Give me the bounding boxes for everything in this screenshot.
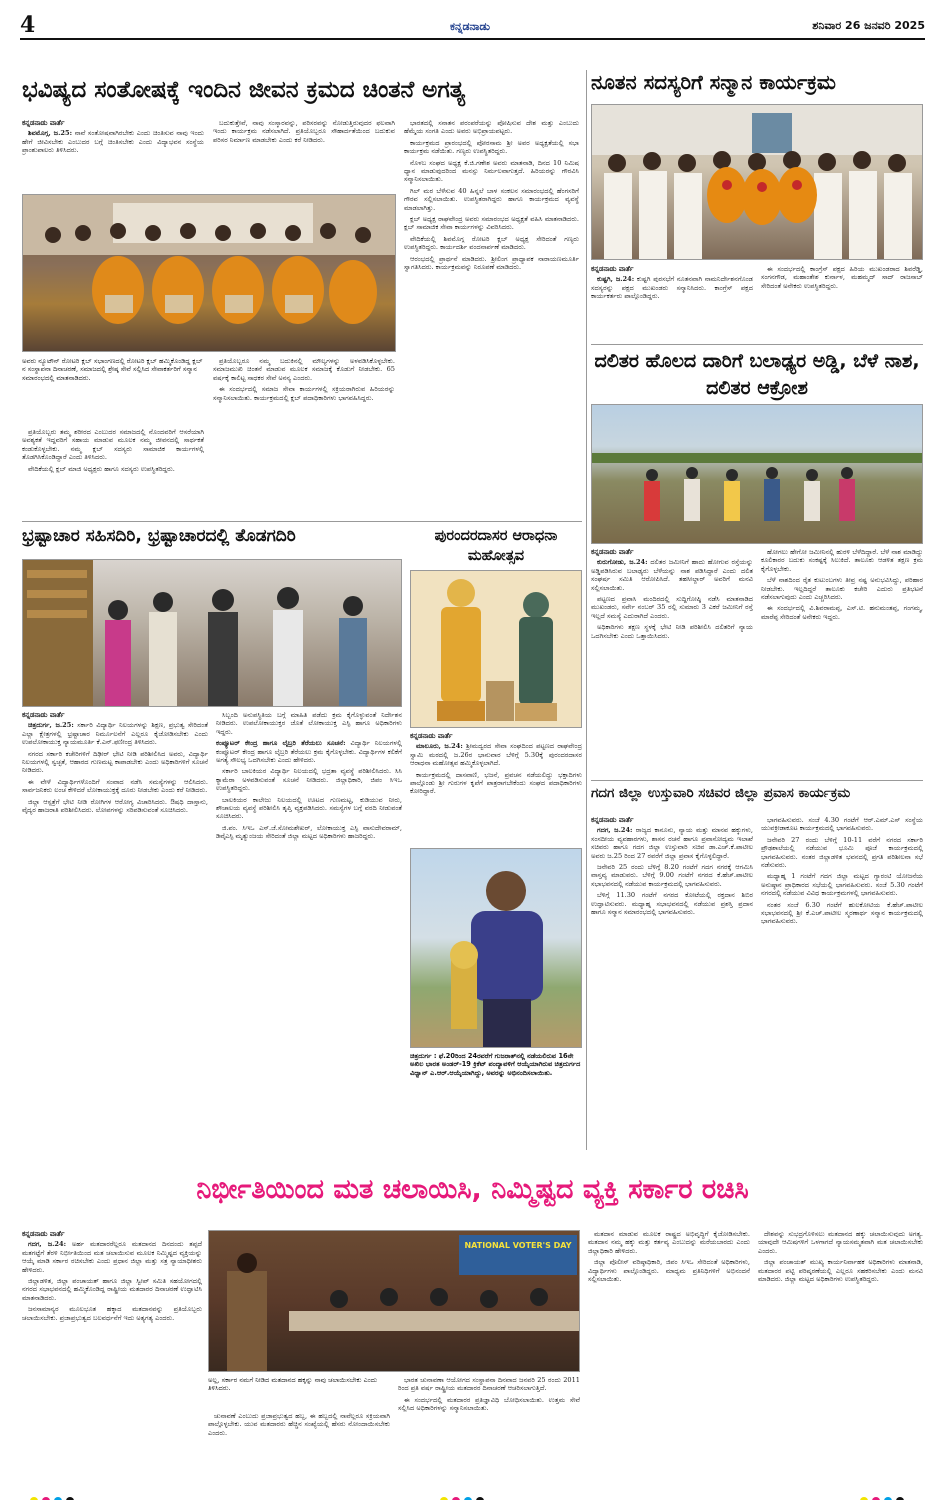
article1-col3 bbox=[404, 119, 579, 519]
article5-photo bbox=[410, 570, 582, 728]
article2-dateline: ಕುಷ್ಟಗಿ, ಜ.24: bbox=[597, 275, 635, 284]
article1-headline: ಭವಿಷ್ಯದ ಸಂತೋಷಕ್ಕೆ ಇಂದಿನ ಜೀವನ ಕ್ರಮದ ಚಿಂತನೆ ಅಗತ್ಯ bbox=[22, 78, 466, 103]
article3-col2 bbox=[761, 548, 923, 778]
article4-col2-text: ಸಿಬ್ಬಂದಿ ಅನುಪಸ್ಥಿತಿಯ ಬಗ್ಗೆ ಮಾಹಿತಿ ಪಡೆದು ಕ್ರಮ ಕೈಗೊಳ್ಳುವಂತೆ ನಿರ್ದೇಶನ ನೀಡಿದರು. ಉಪಲೋಕಾಯುಕ್ತರ ಜೊತೆ ಲೋಕಾಯುಕ್ತ ಎಸ್ಪಿ ಹಾಗೂ ಅಧಿಕಾರಿಗಳು ಇದ್ದರು. bbox=[216, 711, 402, 736]
article1-photo bbox=[22, 194, 396, 352]
article3-photo bbox=[591, 404, 923, 544]
article4-byline: ಕನ್ನಡನಾಡು ವಾರ್ತೆ bbox=[22, 711, 65, 719]
article5-col1b-text: ಕಾರ್ಯಕ್ರಮದಲ್ಲಿ ದಾಸವಾಣಿ, ಭಜನೆ, ಪ್ರವಚನ ನಡೆಯಲಿದ್ದು ಭಕ್ತಾದಿಗಳು ಪಾಲ್ಗೊಂಡು ಶ್ರೀ ಗುರುಗಳ ಕೃಪೆಗೆ ಪಾತ್ರರಾಗಬೇಕೆಂದು ಸಂಘದ ಪದಾಧಿಕಾರಿಗಳು ಕೋರಿದ್ದಾರೆ. bbox=[410, 770, 582, 796]
article3-col2b-text: ಬೆಳೆ ನಾಶದಿಂದ ರೈತ ಕುಟುಂಬಗಳು ತೀವ್ರ ನಷ್ಟ ಅನುಭವಿಸಿದ್ದು, ಪರಿಹಾರ ನೀಡಬೇಕು. ಇಲ್ಲದಿದ್ದರೆ ತಾಲೂಕು ಕಚೇರಿ ಎದುರು ಪ್ರತಿಭಟನೆ ನಡೆಸಲಾಗುವುದು ಎಂದು ಎಚ್ಚರಿಸಿದರು. bbox=[761, 576, 923, 602]
article1-col1 bbox=[22, 119, 204, 191]
article7-byline: ಕನ್ನಡನಾಡು ವಾರ್ತೆ bbox=[22, 1230, 65, 1238]
article2-col2 bbox=[761, 265, 923, 343]
article3-byline: ಕನ್ನಡನಾಡು ವಾರ್ತೆ bbox=[591, 548, 634, 556]
article3-headline: ದಲಿತರ ಹೊಲದ ದಾರಿಗೆ ಬಲಾಢ್ಯರ ಅಡ್ಡಿ, ಬೆಳೆ ನಾಶ, ದಲಿತರ ಆಕ್ರೋಶ bbox=[594, 350, 920, 399]
article7-photo bbox=[208, 1230, 580, 1372]
article5-dateline: ಮಾಲೂರು, ಜ.24: bbox=[416, 742, 463, 751]
article7-col1b-text: ಜಿಲ್ಲಾಡಳಿತ, ಜಿಲ್ಲಾ ಪಂಚಾಯತ್ ಹಾಗೂ ಜಿಲ್ಲಾ ಸ್ವೀಪ್ ಸಮಿತಿ ಸಹಯೋಗದಲ್ಲಿ ನಗರದ ಸಭಾಭವನದಲ್ಲಿ ಹಮ್ಮಿಕೊಂಡಿದ್ದ ರಾಷ್ಟ್ರೀಯ ಮತದಾರರ ದಿನಾಚರಣೆ ಉದ್ಘಾಟಿಸಿ ಮಾತನಾಡಿದರು. bbox=[22, 1277, 202, 1302]
page-number: 4 bbox=[20, 14, 36, 38]
article7-col5b-text: ಜಿಲ್ಲಾ ಪಂಚಾಯತ್ ಮುಖ್ಯ ಕಾರ್ಯನಿರ್ವಾಹಕ ಅಧಿಕಾರಿಗಳು ಮಾತನಾಡಿ, ಮತದಾರರ ಪಟ್ಟಿ ಪರಿಷ್ಕರಣೆಯಲ್ಲಿ ಎಲ್ಲರೂ ಸಹಕರಿಸಬೇಕು ಎಂದು ಮನವಿ ಮಾಡಿದರು. ಜಿಲ್ಲಾ ಮಟ್ಟದ ಅಧಿಕಾರಿಗಳು ಉಪಸ್ಥಿತರಿದ್ದರು. bbox=[758, 1258, 923, 1284]
article7-col4-text: ಮತದಾನ ಮಾಡುವ ಮೂಲಕ ರಾಷ್ಟ್ರದ ಅಭಿವೃದ್ಧಿಗೆ ಕೈಜೋಡಿಸಬೇಕು. ಮತದಾನ ನಮ್ಮ ಹಕ್ಕು ಮತ್ತು ಕರ್ತವ್ಯ ಎಂಬುದನ್ನು ಮರೆಯಬಾರದು ಎಂದು ಜಿಲ್ಲಾಧಿಕಾರಿ ಹೇಳಿದರು. bbox=[588, 1230, 750, 1255]
officials-photo-art bbox=[23, 560, 402, 707]
article6-col2b-text: ಜನೇವರಿ 27 ರಂದು ಬೆಳಿಗ್ಗೆ 10-11 ವರೆಗೆ ನಗರದ ಸರ್ಕಾರಿ ಪ್ರೌಢಶಾಲೆಯಲ್ಲಿ ನಡೆಯುವ ಭೂಮಿ ಪೂಜೆ ಕಾರ್ಯಕ್ರಮದಲ್ಲಿ ಭಾಗವಹಿಸುವರು. ನಂತರ ಜಿಲ್ಲಾಡಳಿತ ಭವನದಲ್ಲಿ ಪ್ರಗತಿ ಪರಿಶೀಲನಾ ಸಭೆ ನಡೆಸುವರು. bbox=[761, 835, 923, 870]
article2-col1 bbox=[591, 265, 753, 343]
article7-col2 bbox=[208, 1412, 390, 1482]
article3-col2c-text: ಈ ಸಂದರ್ಭದಲ್ಲಿ ವಿ.ಶಿವರಾಮಪ್ಪ, ಎಸ್.ಟಿ. ಹನುಮಂತಪ್ಪ, ಗಂಗಮ್ಮ, ಮಾರೆಪ್ಪ ಸೇರಿದಂತೆ ಅನೇಕರು ಇದ್ದರು. bbox=[761, 604, 923, 621]
article5-byline: ಕನ್ನಡನಾಡು ವಾರ್ತೆ bbox=[410, 732, 453, 740]
article7-col5-text: ದೇಶವನ್ನು ಸುಭದ್ರಗೊಳಿಸಲು ಮತದಾನದ ಹಕ್ಕು ಚಲಾಯಿಸುವುದು ಅಗತ್ಯ. ಯಾವುದೇ ಆಮಿಷಗಳಿಗೆ ಒಳಗಾಗದೆ ನ್ಯಾಯಸಮ್ಮತವಾಗಿ ಮತ ಚಲಾಯಿಸಬೇಕು ಎಂದರು. bbox=[758, 1230, 923, 1255]
article7-col4 bbox=[588, 1230, 750, 1480]
article6-col2d-text: ನಂತರ ಸಂಜೆ 6.30 ಗಂಟೆಗೆ ಹುಲಕೋಟಿಯ ಕೆ.ಹೆಚ್.ಪಾಟೀಲ ಸಭಾಭವನದಲ್ಲಿ ಶ್ರೀ ಕೆ.ಎಚ್.ಪಾಟೀಲ ಸ್ಮರಣಾರ್ಥ ಸನ್ಮಾನ ಕಾರ್ಯಕ್ರಮದಲ್ಲಿ ಭಾಗವಹಿಸುವರು. bbox=[761, 900, 923, 926]
article3-col2-text: ಹೋಗಲು ಹೇಗೋ ಜಮೀನಿನಲ್ಲಿ ಹುರಳಿ ಬೆಳೆದಿದ್ದಾರೆ. ಬೆಳೆ ನಾಶ ಮಾಡಿದ್ದು ಕೂಲಿಕಾರರ ಬದುಕು ಸಂಕಷ್ಟಕ್ಕೆ ಸಿಲುಕಿದೆ. ತಾಲೂಕು ಆಡಳಿತ ತಕ್ಷಣ ಕ್ರಮ ಕೈಗೊಳ್ಳಬೇಕು. bbox=[761, 548, 923, 573]
article1-lower-col1-text: ಪ್ರತಿಯೊಬ್ಬರು ತಮ್ಮ ಶರೀರದ ಎಂಬುದರ ಸಮಾಜದಲ್ಲಿ ನೊಂದವರಿಗೆ ಆಸರೆಯಾಗಿ ಅವಶ್ಯಕತೆ ಇದ್ದವರಿಗೆ ಸಹಾಯ ಮಾಡುವ ಮೂಲಕ ನಮ್ಮ ಜೀವನದಲ್ಲಿ ಸಾರ್ಥಕತೆ ಕಂಡುಕೊಳ್ಳಬೇಕು. ನಮ್ಮ ಕ್ಲಬ್ ಸದಸ್ಯರು ಸಾಮಾಜಿಕ ಕಾರ್ಯಗಳಲ್ಲಿ ತೊಡಗಿಸಿಕೊಂಡಿದ್ದಾರೆ ಎಂದು ತಿಳಿಸಿದರು. bbox=[22, 428, 204, 462]
article3-col1-text: ದಲಿತರ ಜಮೀನಿಗೆ ಹಾದು ಹೋಗುವ ರಸ್ತೆಯನ್ನು ಅಡ್ಡಿಪಡಿಸಿರುವ ಬಲಾಢ್ಯರು ಬೆಳೆಯನ್ನು ನಾಶ ಪಡಿಸಿದ್ದಾರೆ ಎಂದು ದಲಿತ ಸಂಘರ್ಷ ಸಮಿತಿ ಆರೋಪಿಸಿದೆ. ತಹಸೀಲ್ದಾರ್ ಅವರಿಗೆ ಮನವಿ ಸಲ್ಲಿಸಲಾಯಿತು. bbox=[591, 558, 753, 592]
article1-dateline: ಶಿವಮೊಗ್ಗ, ಜ.25: bbox=[28, 129, 73, 138]
article4-col1b-text: ನಗರದ ಸರ್ಕಾರಿ ಕಚೇರಿಗಳಿಗೆ ದಿಢೀರ್ ಭೇಟಿ ನೀಡಿ ಪರಿಶೀಲಿಸಿದ ಅವರು, ವಿದ್ಯಾರ್ಥಿ ನಿಲಯಗಳಲ್ಲಿ ಸ್ವಚ್ಛತೆ, ಆಹಾರದ ಗುಣಮಟ್ಟ ಕಾಪಾಡಬೇಕು ಎಂದು ಅಧಿಕಾರಿಗಳಿಗೆ ಸೂಚನೆ ನೀಡಿದರು. bbox=[22, 749, 208, 775]
registration-marks-center bbox=[440, 1490, 520, 1500]
article4-col2b-text: ವಿದ್ಯಾರ್ಥಿ ನಿಲಯಗಳಲ್ಲಿ ಕಂಪ್ಯೂಟರ್ ಕೇಂದ್ರ ಹಾಗೂ ಲೈಬ್ರರಿ ತೆರೆಯಲು ಕ್ರಮ ಕೈಗೊಳ್ಳಬೇಕು. ವಿದ್ಯಾರ್ಥಿಗಳ ಕಲಿಕೆಗೆ ಅಗತ್ಯ ಸೌಲಭ್ಯ ಒದಗಿಸಬೇಕು ಎಂದು ಹೇಳಿದರು. bbox=[216, 739, 402, 765]
felicitation-photo-art bbox=[592, 105, 923, 260]
article3-col1 bbox=[591, 548, 753, 778]
paper-name: ಕನ್ನಡನಾಡು bbox=[449, 20, 491, 33]
article1-col3d-text: ಗಿಲ್ ಮರ ಬೆಳೆಸುವ 40 ಹಿನ್ನಲೆ ಬಾಳ ಸಂಕಲನ ಸಮಾರಂಭದಲ್ಲಿ ಹೆಂಗಸರಿಗೆ ಗೌರವ ಸಲ್ಲಿಸಲಾಯಿತು. ಉಪಸ್ಥಿತರಾಗಿದ್ದರು ಹಾಗೂ ಕಾರ್ಯಕ್ರಮದ ವ್ಯವಸ್ಥೆ ಮಾಡಲಾಗಿತ್ತು. bbox=[404, 186, 579, 212]
article4-col2c-text: ಸರ್ಕಾರಿ ಬಾಲಕಿಯರ ವಿದ್ಯಾರ್ಥಿ ನಿಲಯದಲ್ಲಿ ಭದ್ರತಾ ವ್ಯವಸ್ಥೆ ಪರಿಶೀಲಿಸಿದರು. ಸಿಸಿ ಕ್ಯಾಮೆರಾ ಅಳವಡಿಸುವಂತೆ ಸೂಚನೆ ನೀಡಿದರು. ಜಿಲ್ಲಾಧಿಕಾರಿ, ಜಿಪಂ ಸಿಇಒ ಉಪಸ್ಥಿತರಿದ್ದರು. bbox=[216, 767, 402, 793]
article3-col1c-text: ಅಧಿಕಾರಿಗಳು ತಕ್ಷಣ ಸ್ಥಳಕ್ಕೆ ಭೇಟಿ ನೀಡಿ ಪರಿಶೀಲಿಸಿ ದಲಿತರಿಗೆ ನ್ಯಾಯ ಒದಗಿಸಬೇಕು ಎಂದು ಒತ್ತಾಯಿಸಿದರು. bbox=[591, 623, 753, 640]
article4-col1d-text: ಜಿಲ್ಲಾ ಆಸ್ಪತ್ರೆಗೆ ಭೇಟಿ ನೀಡಿ ರೋಗಿಗಳ ಆರೋಗ್ಯ ವಿಚಾರಿಸಿದರು. ಔಷಧಿ ದಾಸ್ತಾನು, ವೈದ್ಯರ ಹಾಜರಾತಿ ಪರಿಶೀಲಿಸಿದರು. ಲೋಪಗಳನ್ನು ಸರಿಪಡಿಸುವಂತೆ ಸೂಚಿಸಿದರು. bbox=[22, 797, 208, 815]
article7-col2-text: ಚುನಾವಣೆ ಎಂಬುದು ಪ್ರಜಾಪ್ರಭುತ್ವದ ಹಬ್ಬ, ಈ ಹಬ್ಬದಲ್ಲಿ ನಾವೆಲ್ಲರೂ ಸಕ್ರಿಯವಾಗಿ ಪಾಲ್ಗೊಳ್ಳಬೇಕು. ಯುವ ಮತದಾರರು ಹೆಚ್ಚಿನ ಸಂಖ್ಯೆಯಲ್ಲಿ ಹೆಸರು ನೋಂದಾಯಿಸಬೇಕು ಎಂದರು. bbox=[208, 1412, 390, 1437]
article7-col1-text: ಅರ್ಹ ಮತದಾರರೆಲ್ಲರೂ ಮತದಾನದ ದಿನದಂದು ತಪ್ಪದೆ ಮತಗಟ್ಟೆಗೆ ತೆರಳಿ ನಿರ್ಭೀತಿಯಿಂದ ಮತ ಚಲಾಯಿಸುವ ಮೂಲಕ ನಿಮ್ಮಿಷ್ಟದ ವ್ಯಕ್ತಿಯನ್ನು ಆಯ್ಕೆ ಮಾಡಿ ಸರ್ಕಾರ ರಚಿಸಬೇಕು ಎಂದು ಪ್ರಧಾನ ಜಿಲ್ಲಾ ಮತ್ತು ಸತ್ರ ನ್ಯಾಯಾಧೀಶರು ಹೇಳಿದರು. bbox=[22, 1240, 202, 1274]
article1-col3b-text: ಕಾರ್ಯಕ್ರಮದ ಪ್ರಾರಂಭದಲ್ಲಿ ಪೋರಸಾಮ ಶ್ರೀ ಅವರ ಅಧ್ಯಕ್ಷತೆಯಲ್ಲಿ ಸಭಾ ಕಾರ್ಯಕ್ರಮ ನಡೆಯಿತು. ಗಣ್ಯರು ಉಪಸ್ಥಿತರಿದ್ದರು. bbox=[404, 138, 579, 156]
article4-col2-subhead: ಕಂಪ್ಯೂಟರ್ ಕೇಂದ್ರ ಹಾಗೂ ಲೈಬ್ರರಿ ತೆರೆಯಲು ಸೂಚನೆ: bbox=[216, 739, 346, 748]
article4-col2 bbox=[216, 711, 402, 1151]
field-protest-photo-art bbox=[592, 405, 923, 544]
article1-col3e-text: ಕ್ಲಬ್ ಅಧ್ಯಕ್ಷ ರಾಘವೇಂದ್ರ ಅವರು ಸಮಾರಂಭದ ಅಧ್ಯಕ್ಷತೆ ವಹಿಸಿ ಮಾತನಾಡಿದರು. ಕ್ಲಬ್ ಸಾಮಾಜಿಕ ಸೇವಾ ಕಾರ್ಯಗಳನ್ನು ವಿವರಿಸಿದರು. bbox=[404, 215, 579, 232]
masthead bbox=[20, 14, 925, 40]
article7-col1c-text: ಜನಸಾಮಾನ್ಯರ ಮೂಲಭೂತ ಹಕ್ಕಾದ ಮತದಾನವನ್ನು ಪ್ರತಿಯೊಬ್ಬರು ಚಲಾಯಿಸಬೇಕು. ಪ್ರಜಾಪ್ರಭುತ್ವದ ಬಲವರ್ಧನೆಗೆ ಇದು ಅತ್ಯಗತ್ಯ ಎಂದರು. bbox=[22, 1305, 202, 1322]
article1-byline: ಕನ್ನಡನಾಡು ವಾರ್ತೆ bbox=[22, 119, 65, 127]
article7-dateline: ಗದಗ, ಜ.24: bbox=[28, 1240, 67, 1249]
article1-lower-col1 bbox=[22, 428, 204, 520]
article4-headline: ಭ್ರಷ್ಟಾಚಾರ ಸಹಿಸದಿರಿ, ಭ್ರಷ್ಟಾಚಾರದಲ್ಲಿ ತೊಡಗದಿರಿ bbox=[22, 528, 296, 546]
article4-col2e-text: ಜಿ.ಪಂ. ಸಿಇಒ ಎಸ್.ಜೆ.ಸೋಮಶೇಖರ್, ಲೋಕಾಯುಕ್ತ ಎಸ್ಪಿ ವಾಸುದೇವರಾಮ್, ಡಿವೈಎಸ್ಪಿ ಮೃತ್ಯುಂಜಯ ಸೇರಿದಂತೆ ಜಿಲ್ಲಾ ಮಟ್ಟದ ಅಧಿಕಾರಿಗಳು ಹಾಜರಿದ್ದರು. bbox=[216, 823, 402, 841]
article5-photo-caption: ಚಿತ್ರದುರ್ಗ : ಫೆ.20ರಿಂದ 24ರವರೆಗೆ ಗುಜರಾತ್‌ನಲ್ಲಿ ನಡೆಯಲಿರುವ 16ನೇ ಅಖಿಲ ಭಾರತ ಅಂಡರ್-19 ಕ್ರಿಕೆಟ್ ಪಂದ್ಯಾವಳಿಗೆ ಆಯ್ಕೆಯಾಗಿರುವ ಚಿತ್ರದುರ್ಗದ ವಿಧ್ವಾನ್ ಎ.ಆರ್.ಆಯ್ಕೆಯಾಗಿದ್ದು, ಅವರನ್ನು ಅಭಿನಂದಿಸಲಾಯಿತು. bbox=[410, 1052, 581, 1077]
article6-col2c-text: ಮಧ್ಯಾಹ್ನ 1 ಗಂಟೆಗೆ ಗದಗ ಜಿಲ್ಲಾ ಮಟ್ಟದ ಗ್ಯಾರಂಟಿ ಯೋಜನೆಯ ಅನುಷ್ಠಾನ ಪ್ರಾಧಿಕಾರದ ಸಭೆಯಲ್ಲಿ ಭಾಗವಹಿಸುವರು. ಸಂಜೆ 5.30 ಗಂಟೆಗೆ ನಗರದಲ್ಲಿ ನಡೆಯುವ ವಿವಿಧ ಕಾರ್ಯಕ್ರಮಗಳಲ್ಲಿ ಭಾಗವಹಿಸುವರು. bbox=[761, 872, 923, 898]
article6-col2-text: ಭಾಗವಹಿಸುವರು. ಸಂಜೆ 4.30 ಗಂಟೆಗೆ ಆರ್.ಎಮ್.ಎಸ್ ಸಂಸ್ಥೆಯ ಯುವಕ್ರೀಡಾಕೂಟ ಕಾರ್ಯಕ್ರಮದಲ್ಲಿ ಭಾಗವಹಿಸುವರು. bbox=[761, 816, 923, 833]
article4-dateline: ಚಿತ್ರದುರ್ಗ, ಜ.25: bbox=[28, 721, 74, 730]
article2-col1-text: ಕುಷ್ಟಗಿ ಪುರಸಭೆಗೆ ನೂತನವಾಗಿ ನಾಮನಿರ್ದೇಶನಗೊಂಡ ಸದಸ್ಯರನ್ನು ಪಕ್ಷದ ಮುಖಂಡರು ಸನ್ಮಾನಿಸಿದರು. ಕಾಂಗ್ರೆಸ್ ಪಕ್ಷದ ಕಾರ್ಯಕರ್ತರು ಪಾಲ್ಗೊಂಡಿದ್ದರು. bbox=[591, 275, 753, 301]
article6-col1 bbox=[591, 816, 753, 1150]
article7-col5 bbox=[758, 1230, 923, 1480]
registration-marks-right bbox=[860, 1490, 940, 1500]
article1-col3-text: ಭಾರತದಲ್ಲಿ ಸನಾತನ ಪರಂಪರೆಯನ್ನು ಪೋಷಿಸುವ ದೇಶ ಮತ್ತು ಎಂಬುದು ಹೆಮ್ಮೆಯ ಸಂಗತಿ ಎಂದು ಅವರು ಅಭಿಪ್ರಾಯಪಟ್ಟರು. bbox=[404, 119, 579, 136]
article1-lower-col2 bbox=[213, 357, 395, 519]
article5-text bbox=[410, 732, 582, 844]
article3-dateline: ಕುರುಗೋಡು, ಜ.24: bbox=[597, 558, 648, 567]
article7-col3-text: ಭಾರತ ಚುನಾವಣಾ ಆಯೋಗದ ಸಂಸ್ಥಾಪನಾ ದಿನವಾದ ಜನವರಿ 25 ರಂದು 2011 ರಿಂದ ಪ್ರತಿ ವರ್ಷ ರಾಷ್ಟ್ರೀಯ ಮತದಾರರ ದಿನಾಚರಣೆ ಆಚರಿಸಲಾಗುತ್ತಿದೆ. bbox=[398, 1376, 580, 1393]
article1-col3g-text: ಆರಂಭದಲ್ಲಿ ಪ್ರಾರ್ಥನೆ ಮಾಡಿದರು. ಶ್ರೀಲಿಂಗ ಪ್ರಾಧ್ಯಾಪಕ ನಾರಾಯಣಮೂರ್ತಿ ಸ್ವಾಗತಿಸಿದರು. ಕಾರ್ಯಕ್ರಮವನ್ನು ನಿರೂಪಣೆ ಮಾಡಿದರು. bbox=[404, 254, 579, 272]
cricketer-photo bbox=[410, 848, 582, 1048]
article4-photo bbox=[22, 559, 402, 707]
article7-photo-caption: ಅಲ್ಲ, ಸರ್ಕಾರ ನಮಗೆ ನೀಡಿದ ಮತದಾನದ ಹಕ್ಕನ್ನು ನಾವು ಚಲಾಯಿಸಬೇಕು ಎಂದು ತಿಳಿಸಿದರು. bbox=[208, 1376, 378, 1393]
article1-col1-text: ನಾವೆ ಸಂತೋಷವಾಗಿರಬೇಕು ಎಂದು ಚಿಂತಿಸುವ ನಾವು ಇಂದು ಹೇಗೆ ಜೀವಿಸಬೇಕು ಎಂಬುದರ ಬಗ್ಗೆ ಚಿಂತಿಸಬೇಕು ಎಂದು ವಿದ್ಯಾಭವನ ಸಂಸ್ಥೆಯ ಪ್ರಾಂಶುಪಾಲರು ತಿಳಿಸಿದರು. bbox=[22, 129, 204, 155]
article7-col3b-text: ಈ ಸಂದರ್ಭದಲ್ಲಿ ಮತದಾರರ ಪ್ರತಿಜ್ಞಾವಿಧಿ ಬೋಧಿಸಲಾಯಿತು. ಉತ್ತಮ ಸೇವೆ ಸಲ್ಲಿಸಿದ ಅಧಿಕಾರಿಗಳನ್ನು ಸನ್ಮಾನಿಸಲಾಯಿತು. bbox=[398, 1395, 580, 1413]
article6-byline: ಕನ್ನಡನಾಡು ವಾರ್ತೆ bbox=[591, 816, 634, 824]
article1-col2-text: ಬದುಕುತ್ತೇವೆ, ನಾವು ಸಂಸ್ಕಾರವನ್ನು, ಪರಿಸರವನ್ನು ನೋಡುತ್ತಿರುವುದರ ಫಲವಾಗಿ ಇಂದು ಕಾರ್ಯಕ್ರಮ ನಡೆಸಲಾಗಿದೆ. ಪ್ರತಿಯೊಬ್ಬರೂ ಸೌಹಾರ್ದತೆಯಿಂದ ಬದುಕುವ ಪರಿಸರ ನಿರ್ಮಾಣ ಮಾಡಬೇಕು ಎಂದು ಕರೆ ನೀಡಿದರು. bbox=[213, 119, 395, 144]
article5-col1-text: ಶ್ರೀಮದ್ವರದ ಸೇವಾ ಸಂಘದಿಂದ ಪಟ್ಟಣದ ರಾಘವೇಂದ್ರ ಸ್ವಾಮಿ ಮಠದಲ್ಲಿ ಜ.26ರ ಭಾನುವಾರ ಬೆಳಿಗ್ಗೆ 5.30ಕ್ಕೆ ಪುರಂದರದಾಸರ ಆರಾಧನಾ ಮಹೋತ್ಸವ ಹಮ್ಮಿಕೊಳ್ಳಲಾಗಿದೆ. bbox=[410, 742, 582, 768]
article4-col1-text: ಸರ್ಕಾರಿ ವಿದ್ಯಾರ್ಥಿ ನಿಲಯಗಳನ್ನು ಶಿಕ್ಷಣ, ಪ್ರಭುತ್ವ ಸೇರಿದಂತೆ ಎಲ್ಲಾ ಕ್ಷೇತ್ರಗಳಲ್ಲಿ ಭ್ರಷ್ಟಾಚಾರ ನಿರ್ಮೂಲನೆಗೆ ಎಲ್ಲರೂ ಕೈಜೋಡಿಸಬೇಕು ಎಂದು ಉಪಲೋಕಾಯುಕ್ತ ನ್ಯಾಯಮೂರ್ತಿ ಕೆ.ಎನ್.ಫಣೀಂದ್ರ ತಿಳಿಸಿದರು. bbox=[22, 721, 208, 747]
purandaradasa-art bbox=[411, 571, 582, 728]
article2-photo bbox=[591, 104, 923, 260]
article4-col1 bbox=[22, 711, 208, 1151]
article4-col1c-text: ಈ ವೇಳೆ ವಿದ್ಯಾರ್ಥಿಗಳೊಂದಿಗೆ ಸಂವಾದ ನಡೆಸಿ ಸಮಸ್ಯೆಗಳನ್ನು ಆಲಿಸಿದರು. ಸಾರ್ವಜನಿಕರು ಲಂಚ ಕೇಳಿದರೆ ಲೋಕಾಯುಕ್ತಕ್ಕೆ ದೂರು ನೀಡಬೇಕು ಎಂದು ಕರೆ ನೀಡಿದರು. bbox=[22, 777, 208, 795]
cricketer-art bbox=[411, 849, 582, 1048]
article1-lower-col1b-text: ವೇದಿಕೆಯಲ್ಲಿ ಕ್ಲಬ್ ಮಾಜಿ ಅಧ್ಯಕ್ಷರು ಹಾಗೂ ಸದಸ್ಯರು ಉಪಸ್ಥಿತರಿದ್ದರು. bbox=[28, 464, 175, 473]
article3-col1b-text: ಪಟ್ಟಣದ ಪ್ರವಾಸಿ ಮಂದಿರದಲ್ಲಿ ಸುದ್ದಿಗೋಷ್ಠಿ ನಡೆಸಿ ಮಾತನಾಡಿದ ಮುಖಂಡರು, ಸರ್ವೇ ನಂಬರ್ 35 ರಲ್ಲಿ ಸುಮಾರು 3 ಎಕರೆ ಜಮೀನಿಗೆ ರಸ್ತೆ ಇಲ್ಲದೆ ಸಮಸ್ಯೆ ಎದುರಾಗಿದೆ ಎಂದರು. bbox=[591, 595, 753, 620]
article6-col2 bbox=[761, 816, 923, 1150]
voters-day-poster-text: NATIONAL VOTER'S DAY bbox=[464, 1241, 572, 1250]
article4-col2d-text: ಬಾಲಕಿಯರ ಕಾಲೇಜು ನಿಲಯದಲ್ಲಿ ಊಟದ ಗುಣಮಟ್ಟ, ಕುಡಿಯುವ ನೀರು, ಶೌಚಾಲಯ ವ್ಯವಸ್ಥೆ ಪರಿಶೀಲಿಸಿ ತೃಪ್ತಿ ವ್ಯಕ್ತಪಡಿಸಿದರು. ಸಮಸ್ಯೆಗಳ ಬಗ್ಗೆ ವರದಿ ನೀಡುವಂತೆ ಸೂಚಿಸಿದರು. bbox=[216, 795, 402, 821]
article1-col3c-text: ನೊಳಬ ಸಂಘದ ಅಧ್ಯಕ್ಷ ಕೆ.ಜಿ.ಗಣೇಶ ಅವರು ಮಾತನಾಡಿ, ದಿನದ 10 ನಿಮಿಷ ಧ್ಯಾನ ಮಾಡುವುದರಿಂದ ಮನಸ್ಸು ನಿರ್ಮಲವಾಗುತ್ತದೆ. ಹಿರಿಯರನ್ನು ಗೌರವಿಸಿ ಸನ್ಮಾನಿಸಲಾಯಿತು. bbox=[404, 158, 579, 184]
article2-col2-text: ಈ ಸಂದರ್ಭದಲ್ಲಿ ಕಾಂಗ್ರೆಸ್ ಪಕ್ಷದ ಹಿರಿಯ ಮುಖಂಡರಾದ ಶಿವರೆಡ್ಡಿ, ಸಂಗನಗೌಡ, ಮಹಾಂತೇಶ ಕುರ್ನಾಳ, ಮಹಮ್ಮದ್ ಸಾದ್ ರಾಜಸಾಬ್ ಸೇರಿದಂತೆ ಅನೇಕರು ಉಪಸ್ಥಿತರಿದ್ದರು. bbox=[761, 265, 923, 290]
article7-col1 bbox=[22, 1230, 202, 1480]
article1-col2 bbox=[213, 119, 395, 191]
issue-date: ಶನಿವಾರ 26 ಜನವರಿ 2025 bbox=[812, 19, 925, 32]
article1-col3f-text: ವೇದಿಕೆಯಲ್ಲಿ ಶಿವಮೊಗ್ಗ ರೋಟರಿ ಕ್ಲಬ್ ಅಧ್ಯಕ್ಷ ಸೇರಿದಂತೆ ಗಣ್ಯರು ಉಪಸ್ಥಿತರಿದ್ದರು. ಕಾರ್ಯದರ್ಶಿ ವಂದನಾರ್ಪಣೆ ಮಾಡಿದರು. bbox=[404, 234, 579, 252]
article6-col1b-text: ಜನೇವರಿ 25 ರಂದು ಬೆಳಿಗ್ಗೆ 8.20 ಗಂಟೆಗೆ ಗದಗ ನಗರಕ್ಕೆ ಆಗಮಿಸಿ ವಾಸ್ತವ್ಯ ಮಾಡುವರು. ಬೆಳಿಗ್ಗೆ 9.00 ಗಂಟೆಗೆ ನಗರದ ಕೆ.ಹೆಚ್.ಪಾಟೀಲ ಸಭಾಭವನದಲ್ಲಿ ನಡೆಯುವ ಕಾರ್ಯಕ್ರಮದಲ್ಲಿ ಭಾಗವಹಿಸುವರು. bbox=[591, 863, 753, 888]
article7-headline: ನಿರ್ಭೀತಿಯಿಂದ ಮತ ಚಲಾಯಿಸಿ, ನಿಮ್ಮಿಷ್ಟದ ವ್ಯಕ್ತಿ ಸರ್ಕಾರ ರಚಿಸಿ bbox=[196, 1174, 749, 1205]
article2-byline: ಕನ್ನಡನಾಡು ವಾರ್ತೆ bbox=[591, 265, 634, 273]
registration-marks-left bbox=[30, 1490, 110, 1500]
article1-photo-caption: ಅವರು ನ್ಯೂಟೌನ್ ರೋಟರಿ ಕ್ಲಬ್ ಸಭಾಂಗಣದಲ್ಲಿ ರೋಟರಿ ಕ್ಲಬ್ ಹಮ್ಮಿಕೊಂಡಿದ್ದ ಕ್ಲಬ್ ನ ಸಂಸ್ಥಾಪನಾ ದಿನಾಚರಣೆ, ಸಮಾಜದಲ್ಲಿ ಶ್ರೇಷ್ಠ ಸೇವೆ ಸಲ್ಲಿಸಿದ ಸೇವಾಕರ್ತರಿಗೆ ಸನ್ಮಾನ ಸಮಾರಂಭದಲ್ಲಿ ಮಾತನಾಡಿದರು. bbox=[22, 357, 203, 382]
article1-lower-col2b-text: ಈ ಸಂದರ್ಭದಲ್ಲಿ ಸಮಾಜ ಸೇವಾ ಕಾರ್ಯಗಳಲ್ಲಿ ಸಕ್ರಿಯರಾಗಿರುವ ಹಿರಿಯರನ್ನು ಸನ್ಮಾನಿಸಲಾಯಿತು. ಕಾರ್ಯಕ್ರಮದಲ್ಲಿ ಕ್ಲಬ್ ಪದಾಧಿಕಾರಿಗಳು ಭಾಗವಹಿಸಿದ್ದರು. bbox=[213, 385, 395, 402]
voters-day-photo-art bbox=[209, 1231, 580, 1372]
article5-headline: ಪುರಂದರದಾಸರ ಆರಾಧನಾ ಮಹೋತ್ಸವ bbox=[434, 528, 558, 564]
article6-col1-text: ರಾಜ್ಯದ ಕಾನೂನು, ನ್ಯಾಯ ಮತ್ತು ಮಾನವ ಹಕ್ಕುಗಳು, ಸಂಸದೀಯ ವ್ಯವಹಾರಗಳು, ಶಾಸನ ರಚನೆ ಹಾಗೂ ಪ್ರವಾಸೋದ್ಯಮ ಇಲಾಖೆ ಸಚಿವರು ಹಾಗೂ ಗದಗ ಜಿಲ್ಲಾ ಉಸ್ತುವಾರಿ ಸಚಿವ ಡಾ.ಎಚ್.ಕೆ.ಪಾಟೀಲ ಅವರು ಜ.25 ರಿಂದ 27 ರವರೆಗೆ ಜಿಲ್ಲಾ ಪ್ರವಾಸ ಕೈಗೊಳ್ಳಲಿದ್ದಾರೆ. bbox=[591, 826, 753, 860]
article7-col4b-text: ಜಿಲ್ಲಾ ಪೊಲೀಸ್ ವರಿಷ್ಠಾಧಿಕಾರಿ, ಜಿಪಂ ಸಿಇಒ ಸೇರಿದಂತೆ ಅಧಿಕಾರಿಗಳು, ವಿದ್ಯಾರ್ಥಿಗಳು ಪಾಲ್ಗೊಂಡಿದ್ದರು. ಮಾಧ್ಯಮ ಪ್ರತಿನಿಧಿಗಳಿಗೆ ಅಭಿನಂದನೆ ಸಲ್ಲಿಸಲಾಯಿತು. bbox=[588, 1258, 750, 1284]
article6-dateline: ಗದಗ, ಜ.24: bbox=[597, 826, 633, 835]
article1-lower-col2-text: ಪ್ರತಿಯೊಬ್ಬರೂ ನಮ್ಮ ಬದುಕಿನಲ್ಲಿ ಮೌಲ್ಯಗಳನ್ನು ಅಳವಡಿಸಿಕೊಳ್ಳಬೇಕು. ಸಮಾಜಮುಖಿ ಚಿಂತನೆ ಮಾಡುವ ಮೂಲಕ ಸಮಾಜಕ್ಕೆ ಕೊಡುಗೆ ನೀಡಬೇಕು. 65 ವರ್ಷಕ್ಕೆ ಕಾಲಿಟ್ಟ ಸಾಧಕರ ಸೇವೆ ಅನನ್ಯ ಎಂದರು. bbox=[213, 357, 395, 382]
article7-col3 bbox=[398, 1376, 580, 1482]
group-photo-art bbox=[23, 195, 396, 352]
article6-headline: ಗದಗ ಜಿಲ್ಲಾ ಉಸ್ತುವಾರಿ ಸಚಿವರ ಜಿಲ್ಲಾ ಪ್ರವಾಸ ಕಾರ್ಯಕ್ರಮ bbox=[591, 786, 851, 801]
article2-headline: ನೂತನ ಸದಸ್ಯರಿಗೆ ಸನ್ಮಾನ ಕಾರ್ಯಕ್ರಮ bbox=[591, 72, 836, 94]
article6-col1c-text: ಬೆಳಿಗ್ಗೆ 11.30 ಗಂಟೆಗೆ ನಗರದ ಕೋಟೆಯಲ್ಲಿ ರಕ್ತದಾನ ಶಿಬಿರ ಉದ್ಘಾಟಿಸುವರು. ಮಧ್ಯಾಹ್ನ ಸಭಾಭವನದಲ್ಲಿ ನಡೆಯುವ ಪ್ರಶಸ್ತಿ ಪ್ರದಾನ ಹಾಗೂ ಸನ್ಮಾನ ಸಮಾರಂಭದಲ್ಲಿ ಭಾಗವಹಿಸುವರು. bbox=[591, 891, 753, 917]
